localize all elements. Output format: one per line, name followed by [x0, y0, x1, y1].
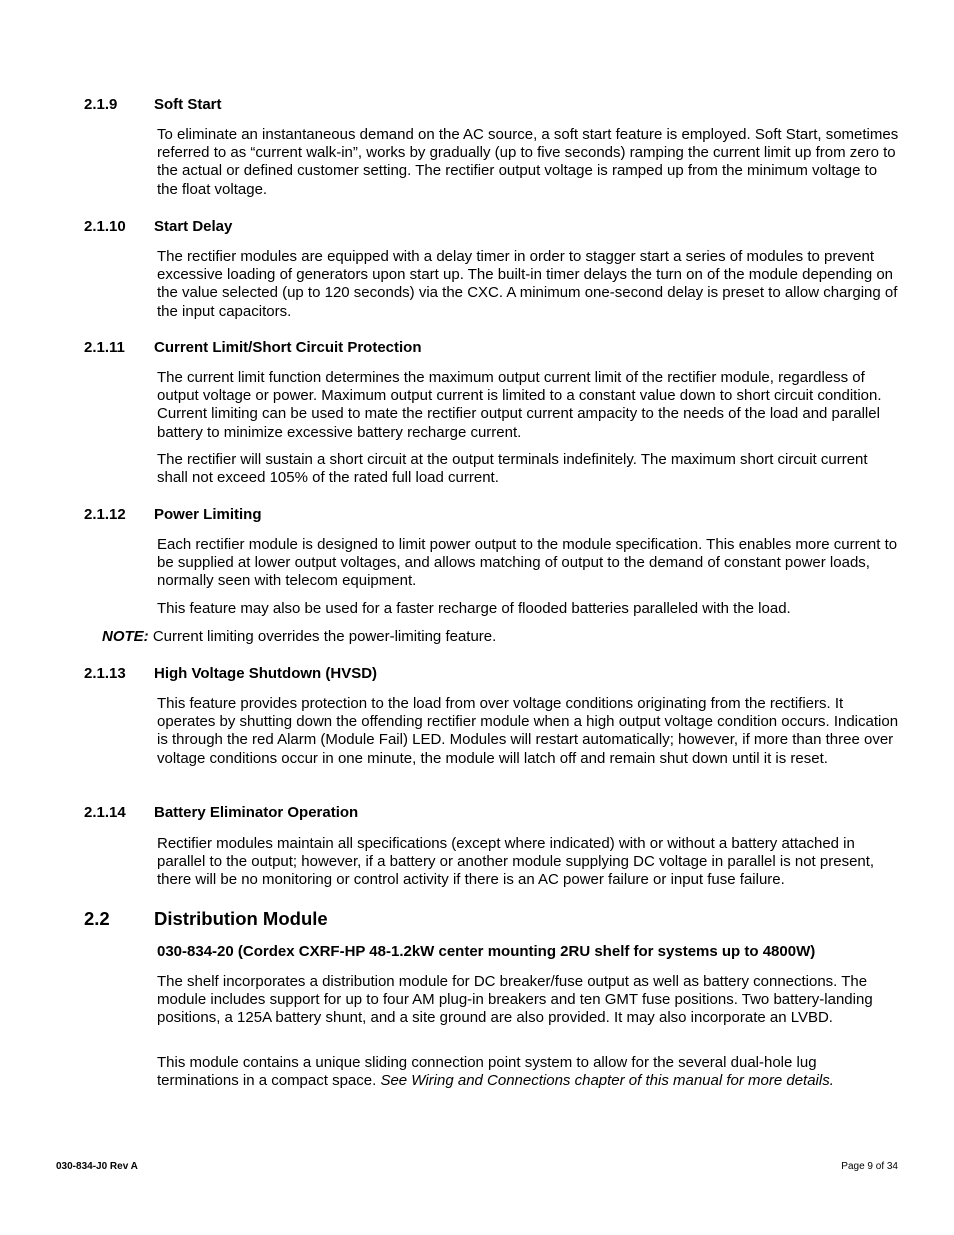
paragraph-reference-italic: See Wiring and Connections chapter of this manual for more details.	[380, 1072, 834, 1090]
paragraph-battery-eliminator: Rectifier modules maintain all specifications (except where indicated) with or without a battery attached in parallel to the output; however, if a battery or another module supplying DC voltage in parallel is not present, there will be no monitoring or control activity if there is an AC power failure or input fuse failure.	[157, 835, 875, 889]
paragraph-start-delay: The rectifier modules are equipped with a delay timer in order to stagger start a series of modules to prevent excessive loading of generators upon start up. The built-in timer delays the turn on of the module depending on the value selected (up to 120 seconds) via the CXC. A minimum one-second delay is preset to allow charging of the input capacitors.	[157, 248, 898, 320]
paragraph-soft-start: To eliminate an instantaneous demand on the AC source, a soft start feature is employed. Soft Start, sometimes referred to as “current walk-in”, works by gradually (up to five seconds) ramping the current limit up from zero to the actual or defined customer setting. The rectifier output voltage is ramped up from the minimum voltage to the float voltage.	[157, 126, 899, 198]
section-heading-battery-eliminator	[84, 804, 358, 822]
distribution-subheading: 030-834-20 (Cordex CXRF-HP 48-1.2kW center mounting 2RU shelf for systems up to 4800W)	[157, 943, 816, 960]
section-number: 2.1.11	[84, 339, 125, 356]
section-title: Distribution Module	[154, 908, 328, 929]
section-number: 2.1.13	[84, 665, 126, 682]
footer-page-number: Page 9 of 34	[841, 1161, 898, 1172]
paragraph-hvsd: This feature provides protection to the load from over voltage conditions originating from the rectifiers. It operates by shutting down the offending rectifier module when a high output voltage condition occurs. Indication is through the red Alarm (Module Fail) LED. Modules will restart automatically; however, if more than three over voltage conditions occur in one minute, the module will latch off and remain shut down until it is reset.	[157, 695, 899, 767]
note	[102, 628, 496, 646]
paragraph-distribution-2	[157, 1054, 902, 1090]
section-number: 2.1.9	[84, 96, 118, 113]
footer-document-number: 030-834-J0 Rev A	[56, 1161, 138, 1172]
section-title: Power Limiting	[154, 506, 262, 523]
section-heading-hvsd	[84, 665, 377, 683]
section-number: 2.2	[84, 908, 110, 929]
note-label: NOTE:	[102, 628, 149, 645]
paragraph-current-limit-1: The current limit function determines the maximum output current limit of the rectifier module, regardless of output voltage or power. Maximum output current is limited to a constant value down to short circuit condition. Current limiting can be used to mate the rectifier output current ampacity to the needs of the load and parallel battery to minimize excessive battery recharge current.	[157, 369, 882, 441]
section-heading-power-limiting	[84, 506, 262, 524]
paragraph-power-limiting-2: This feature may also be used for a faster recharge of flooded batteries paralleled with the load.	[157, 600, 791, 617]
section-title: Current Limit/Short Circuit Protection	[154, 339, 422, 356]
section-heading-start-delay	[84, 218, 232, 236]
section-heading-distribution-module	[84, 908, 328, 930]
paragraph-text: This module contains a unique sliding connection point system to allow for the several dual-hole lug terminations in a compact space.	[157, 1054, 817, 1090]
paragraph-distribution-1: The shelf incorporates a distribution module for DC breaker/fuse output as well as battery connections. The module includes support for up to four AM plug-in breakers and ten GMT fuse positions. Two battery-landing positions, a 125A battery shunt, and a site ground are also provided. It may also incorporate an LVBD.	[157, 973, 873, 1027]
section-title: High Voltage Shutdown (HVSD)	[154, 665, 378, 682]
section-heading-current-limit	[84, 339, 422, 357]
section-number: 2.1.10	[84, 218, 126, 235]
section-number: 2.1.12	[84, 506, 126, 523]
paragraph-current-limit-2: The rectifier will sustain a short circuit at the output terminals indefinitely. The maximum short circuit current shall not exceed 105% of the rated full load current.	[157, 451, 868, 487]
section-title: Battery Eliminator Operation	[154, 804, 359, 821]
section-title: Soft Start	[154, 96, 222, 113]
section-number: 2.1.14	[84, 804, 126, 821]
section-title: Start Delay	[154, 218, 233, 235]
note-text: Current limiting overrides the power-limiting feature.	[148, 628, 497, 645]
section-heading-soft-start	[84, 96, 222, 114]
paragraph-power-limiting-1: Each rectifier module is designed to limit power output to the module specification. This enables more current to be supplied at lower output voltages, and allows matching of output to the demand of constant power loads, normally seen with telecom equipment.	[157, 536, 898, 590]
